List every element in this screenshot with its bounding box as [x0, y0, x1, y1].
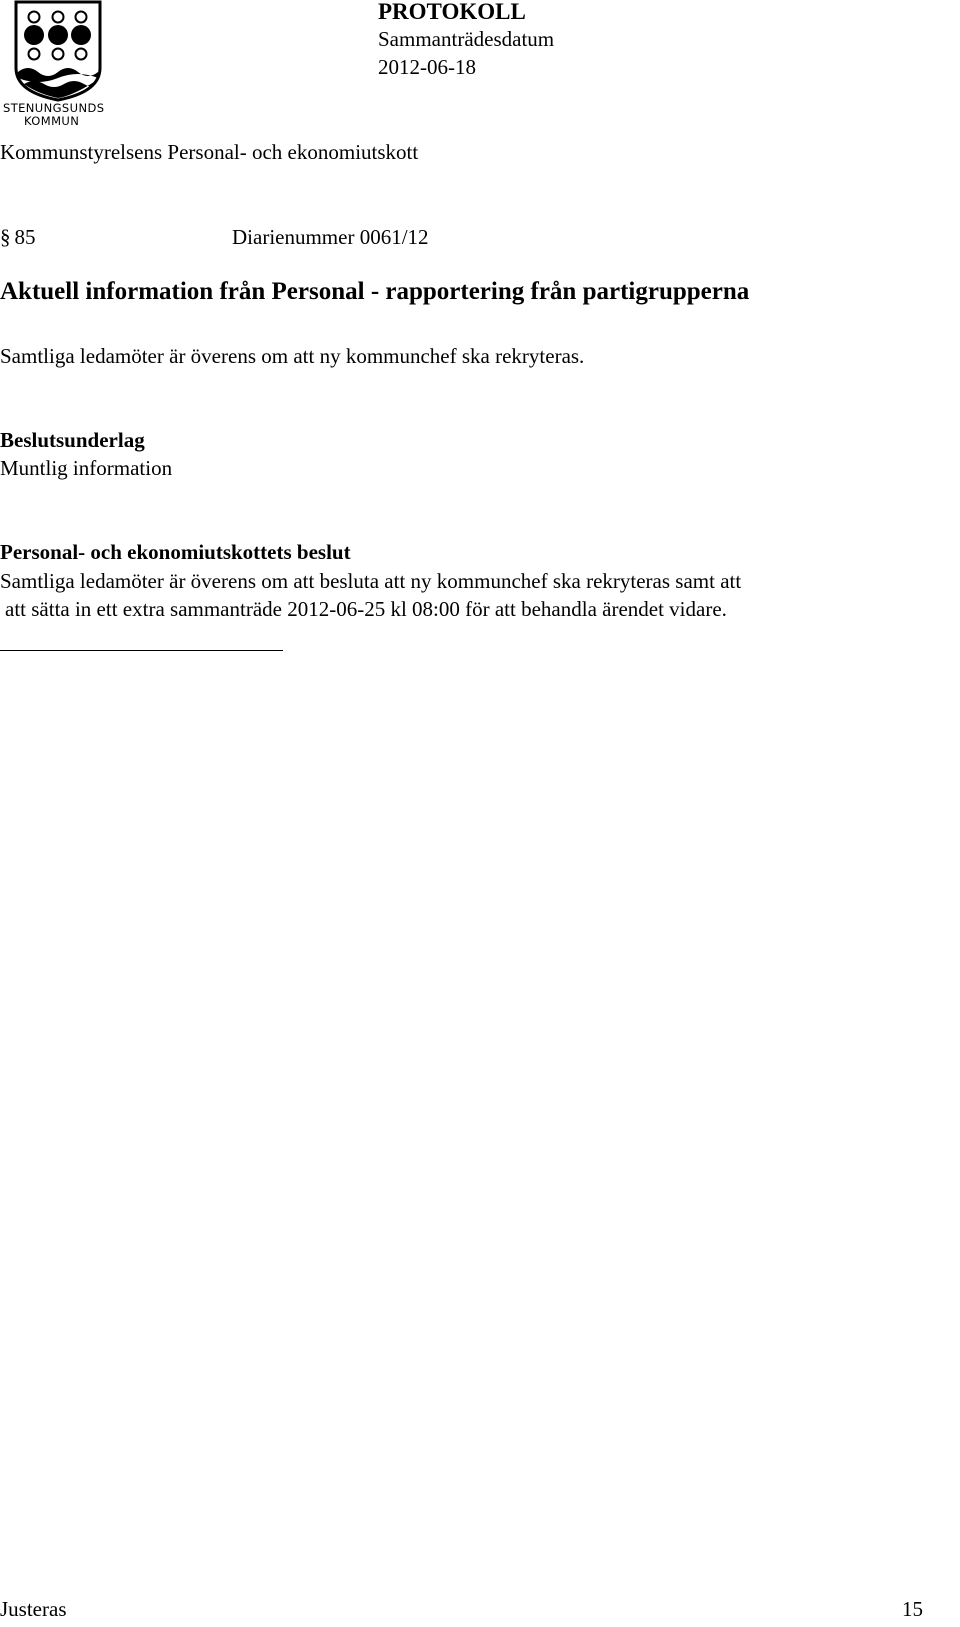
decision-text-line1: Samtliga ledamöter är överens om att besluta att ny kommunchef ska rekryteras samt att	[0, 569, 742, 593]
page-number: 15	[902, 1597, 923, 1621]
case-number: Diarienummer 0061/12	[232, 225, 429, 249]
document-type: PROTOKOLL	[378, 0, 526, 24]
section-divider	[0, 650, 283, 651]
committee-name: Kommunstyrelsens Personal- och ekonomiutskott	[0, 140, 419, 164]
paragraph-intro: Samtliga ledamöter är överens om att ny kommunchef ska rekryteras.	[0, 344, 585, 368]
paragraph-title: Aktuell information från Personal - rapportering från partigrupperna	[0, 278, 750, 305]
decision-text-line2: att sätta in ett extra sammanträde 2012-06-25 kl 08:00 för att behandla ärendet vidare.	[5, 597, 727, 621]
paragraph-reference	[0, 225, 429, 250]
basis-text: Muntlig information	[0, 456, 173, 480]
logo-text-line2: KOMMUN	[24, 114, 80, 128]
section-symbol: §	[0, 225, 11, 249]
basis-heading: Beslutsunderlag	[0, 428, 145, 452]
coat-of-arms-shield	[16, 2, 100, 100]
paragraph-number: 85	[14, 225, 36, 249]
decision-heading: Personal- och ekonomiutskottets beslut	[0, 540, 351, 564]
logo-text-line1: STENUNGSUNDS	[3, 101, 105, 115]
meeting-date: 2012-06-18	[378, 55, 476, 79]
footer-justeras-label: Justeras	[0, 1597, 67, 1621]
municipality-logo	[2, 0, 118, 130]
meeting-date-label: Sammanträdesdatum	[378, 27, 555, 51]
